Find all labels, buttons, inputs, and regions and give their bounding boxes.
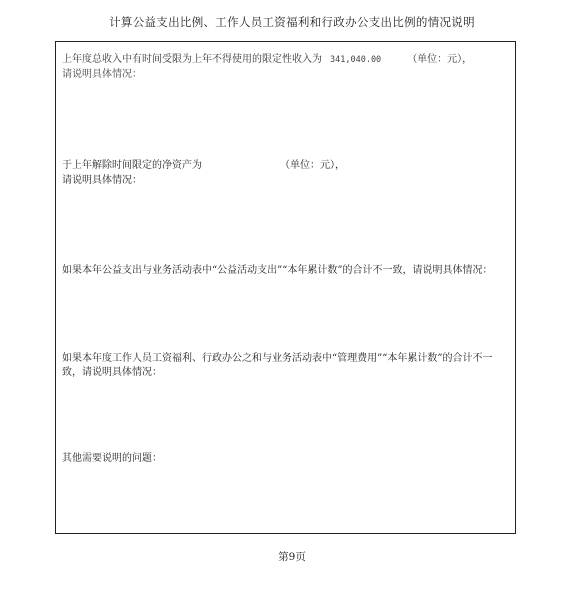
admin-expenses-question-line1: 如果本年度工作人员工资福利、行政办公之和与业务活动表中“管理费用”“本年累计数”的合计不一 — [62, 353, 493, 364]
released-assets-line — [62, 156, 345, 171]
released-assets-explain-label: 请说明具体情况： — [62, 175, 142, 186]
restricted-income-amount: 341,040.00 — [330, 55, 382, 65]
document-title: 计算公益支出比例、工作人员工资福利和行政办公支出比例的情况说明 — [109, 15, 475, 29]
restricted-income-explain-label: 请说明具体情况： — [62, 69, 142, 80]
restricted-income-prefix: 上年度总收入中有时间受限为上年不得使用的限定性收入为 — [62, 54, 322, 65]
restricted-income-line — [62, 50, 472, 65]
released-assets-suffix: （单位：元）， — [280, 160, 345, 171]
other-issues-question: 其他需要说明的问题： — [62, 453, 162, 464]
public-welfare-question: 如果本年公益支出与业务活动表中“公益活动支出”“本年累计数”的合计不一致，请说明具体情况： — [62, 265, 493, 276]
page-number: 第9页 — [278, 551, 306, 563]
released-assets-prefix: 于上年解除时间限定的净资产为 — [62, 160, 202, 171]
restricted-income-suffix: （单位：元）， — [407, 54, 473, 65]
admin-expenses-question-line2: 致，请说明具体情况： — [62, 367, 162, 378]
